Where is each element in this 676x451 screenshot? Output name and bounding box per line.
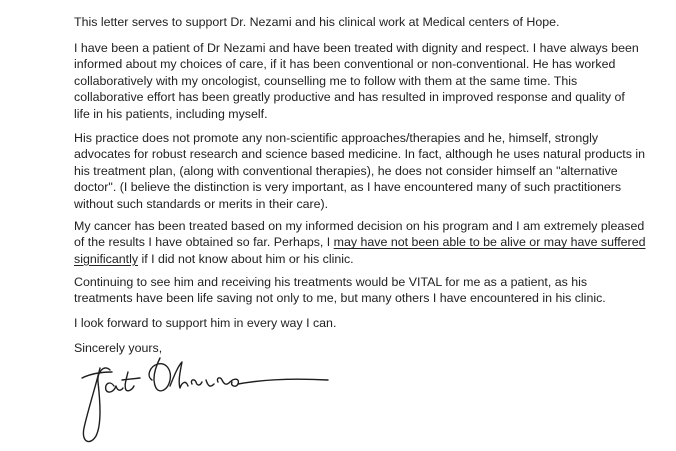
- paragraph-line: his treatment plan, (along with conventional therapies), he does not consider himself an "alternative: [74, 163, 618, 178]
- paragraph-line: I look forward to support him in every way I can.: [74, 316, 337, 330]
- intro-line: This letter serves to support Dr. Nezami and his clinical work at Medical centers of Hope.: [74, 15, 560, 29]
- paragraph-line: His practice does not promote any non-scientific approaches/therapies and he, himself, strongly: [74, 131, 599, 145]
- paragraph-line: treatments have been life saving not only to me, but many others I have encountered in his clinic.: [74, 291, 606, 306]
- paragraph-line: informed about my choices of care, if it has been conventional or non-conventional. He has worked: [74, 57, 616, 72]
- plain-text: of the results I have obtained so far. Perhaps, I: [74, 235, 334, 250]
- handwritten-signature: [70, 350, 340, 450]
- plain-text: if I did not know about him or his clinic.: [138, 251, 354, 266]
- closing-line: Sincerely yours,: [74, 341, 163, 355]
- paragraph-line: Continuing to see him and receiving his treatments would be VITAL for me as a patient, as his: [74, 275, 588, 289]
- underlined-text: may have not been able to be alive or may have suffered: [333, 235, 646, 250]
- paragraph-results: [74, 218, 646, 267]
- paragraph-line: My cancer has been treated based on my informed decision on his program and I am extremely pleased: [74, 219, 645, 233]
- paragraph-line: [74, 251, 594, 267]
- paragraph-line: without such standards or merits in their care).: [74, 196, 329, 211]
- paragraph-support: [74, 315, 594, 331]
- paragraph-continuing-care: [74, 274, 606, 307]
- paragraph-treatment-experience: [74, 40, 639, 122]
- paragraph-line: advocates for robust research and science based medicine. In fact, although he uses natural products in: [74, 147, 645, 162]
- paragraph-line: collaboratively with my oncologist, counselling me to follow with them at the same time. This: [74, 73, 578, 88]
- paragraph-line: I have been a patient of Dr Nezami and have been treated with dignity and respect. I have always been: [74, 41, 639, 55]
- paragraph-line: [74, 234, 646, 250]
- paragraph-line: collaborative effort has been greatly productive and has resulted in improved response and quality of: [74, 90, 625, 105]
- paragraph-scientific-practice: [74, 130, 645, 212]
- intro-paragraph: [74, 14, 594, 30]
- paragraph-line: doctor". (I believe the distinction is very important, as I have encountered many of such practitioners: [74, 180, 622, 195]
- underlined-text: significantly: [74, 251, 139, 266]
- paragraph-line: life in his patients, including myself.: [74, 106, 268, 121]
